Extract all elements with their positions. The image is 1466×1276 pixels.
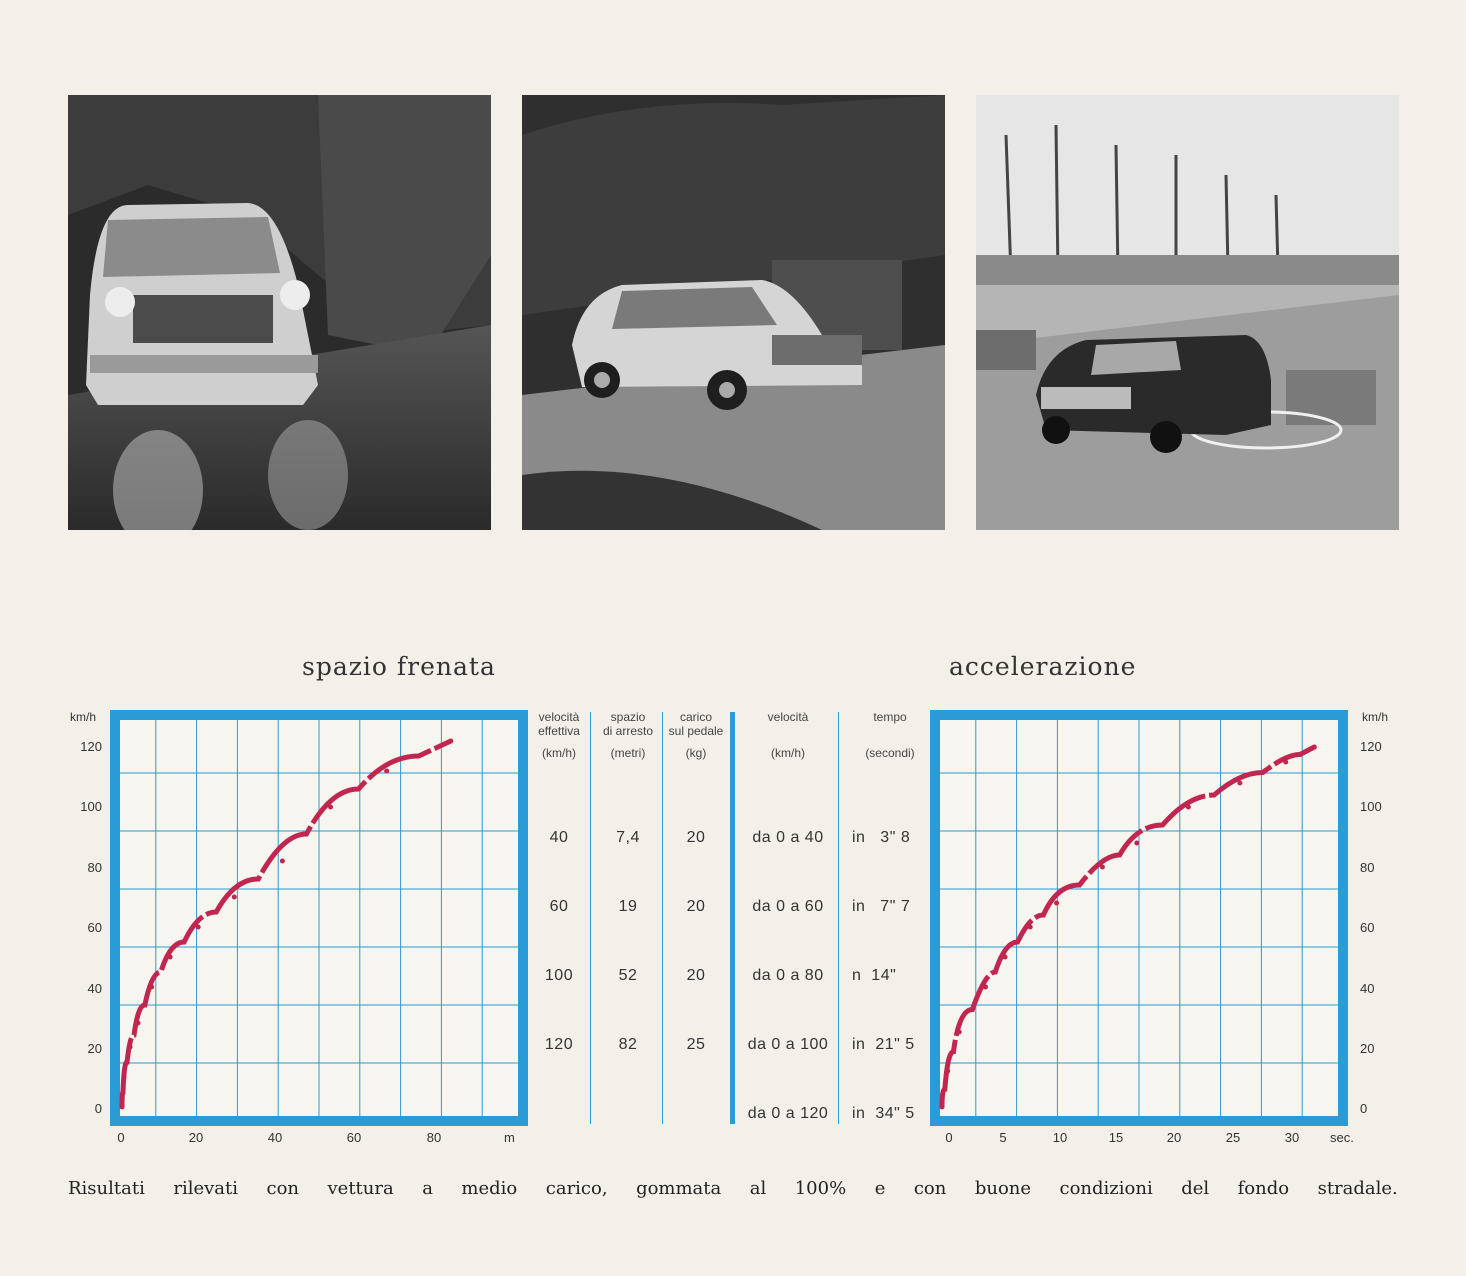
acceleration-chart-title: accelerazione [949, 652, 1137, 681]
left-y-tick: 120 [80, 739, 102, 754]
right-y-tick: 120 [1360, 739, 1382, 754]
left-y-tick: 20 [87, 1041, 102, 1056]
data-point [940, 1105, 945, 1110]
left-y-tick: 0 [94, 1101, 102, 1117]
right-x-tick: 25 [1225, 1130, 1241, 1145]
table-divider [662, 712, 663, 1124]
right-y-tick: 40 [1360, 980, 1375, 996]
data-point [384, 769, 389, 774]
footer-word: con [266, 1178, 300, 1199]
accel-table-time-cell: n 14" [852, 967, 897, 984]
data-point [1028, 925, 1033, 930]
braking-table-cell: 7,4 [616, 829, 640, 846]
footer-word: rilevati [173, 1178, 239, 1199]
footer-note [68, 1178, 1398, 1199]
data-point [128, 1045, 133, 1050]
right-x-unit: sec. [1330, 1130, 1354, 1145]
left-y-tick: 80 [87, 859, 102, 875]
footer-word: buone [974, 1178, 1032, 1199]
data-point [328, 805, 333, 810]
braking-table-header-speed [530, 710, 588, 738]
footer-word: e [874, 1178, 886, 1199]
accel-table-speed-cell: da 0 a 60 [752, 898, 824, 915]
braking-table-cell: 52 [618, 967, 638, 984]
accel-table-header-time: tempo [873, 710, 907, 724]
footer-word: medio [461, 1178, 518, 1199]
data-point [1003, 955, 1008, 960]
left-x-tick: 60 [346, 1130, 362, 1145]
right-x-tick: 15 [1108, 1130, 1124, 1145]
data-point [168, 955, 173, 960]
right-y-tick: 60 [1360, 920, 1375, 936]
accel-table-time-cell: in 34" 5 [852, 1105, 915, 1122]
braking-table-cell: 40 [549, 829, 569, 846]
footer-word: condizioni [1059, 1178, 1153, 1199]
footer-word: Risultati [68, 1178, 145, 1199]
accel-table-speed-cell: da 0 a 120 [747, 1105, 829, 1122]
right-y-unit: km/h [1362, 710, 1389, 724]
right-x-tick: 0 [945, 1130, 953, 1145]
accel-table-time-cell: in 3" 8 [852, 829, 911, 846]
data-point [1312, 745, 1317, 750]
braking-distance-chart [110, 710, 528, 1126]
braking-unit-speed: (km/h) [542, 746, 576, 760]
right-x-tick: 10 [1052, 1130, 1068, 1145]
acceleration-chart [930, 710, 1348, 1126]
left-y-tick: 40 [87, 980, 102, 996]
footer-word: 100% [794, 1178, 847, 1199]
accel-table-speed-cell: da 0 a 100 [747, 1036, 829, 1053]
header-line: effettiva [538, 724, 580, 738]
table-divider [590, 712, 591, 1124]
data-point [149, 985, 154, 990]
braking-table-cell: 82 [618, 1036, 638, 1053]
braking-table-header-distance [596, 710, 660, 738]
right-x-tick: 5 [999, 1130, 1007, 1145]
footer-word: stradale. [1317, 1178, 1398, 1199]
footer-word: al [749, 1178, 767, 1199]
data-point [957, 1030, 962, 1035]
data-point [1134, 841, 1139, 846]
data-point [136, 1021, 141, 1026]
data-point [983, 985, 988, 990]
braking-table-cell: 20 [686, 898, 706, 915]
braking-table-cell: 19 [618, 898, 638, 915]
data-point [122, 1075, 127, 1080]
accel-table-time-cell: in 7" 7 [852, 898, 911, 915]
data-point [1186, 805, 1191, 810]
footer-word: gommata [636, 1178, 722, 1199]
braking-table-header-pedal [664, 710, 728, 738]
accel-table-speed-cell: da 0 a 80 [752, 967, 824, 984]
right-y-tick: 80 [1360, 859, 1375, 875]
braking-table-cell: 25 [686, 1036, 706, 1053]
braking-table-cell: 20 [686, 829, 706, 846]
data-point [1283, 760, 1288, 765]
car-mountain-road-photo [68, 95, 491, 530]
braking-unit-pedal: (kg) [685, 746, 707, 760]
braking-table-cell: 120 [544, 1036, 574, 1053]
footer-word: vettura [327, 1178, 394, 1199]
table-divider-thick [730, 712, 735, 1124]
table-divider [838, 712, 839, 1124]
header-line: sul pedale [668, 724, 724, 738]
right-x-tick: 30 [1284, 1130, 1300, 1145]
left-x-unit: m [504, 1130, 515, 1145]
left-y-tick: 100 [80, 799, 102, 815]
left-x-tick: 40 [267, 1130, 283, 1145]
header-line: di arresto [602, 724, 654, 738]
footer-word: a [422, 1178, 433, 1199]
left-x-tick: 20 [188, 1130, 204, 1145]
braking-chart-title: spazio frenata [302, 652, 496, 681]
braking-table-cell: 100 [544, 967, 574, 984]
data-point [232, 895, 237, 900]
accel-table-header-speed: velocità [767, 710, 809, 724]
right-x-tick: 20 [1166, 1130, 1182, 1145]
header-line: velocità [538, 710, 580, 724]
accel-unit-time: (secondi) [865, 746, 915, 760]
footer-word: del [1181, 1178, 1210, 1199]
left-y-unit: km/h [70, 710, 97, 724]
data-point [196, 925, 201, 930]
braking-unit-distance: (metri) [610, 746, 646, 760]
footer-word: con [913, 1178, 947, 1199]
header-line: spazio [610, 710, 646, 724]
left-y-tick: 60 [87, 920, 102, 936]
accel-table-time-cell: in 21" 5 [852, 1036, 915, 1053]
data-point [1054, 901, 1059, 906]
header-line: carico [679, 710, 712, 724]
right-y-tick: 20 [1360, 1041, 1375, 1056]
car-braking-test-photo [522, 95, 945, 530]
right-y-tick: 100 [1360, 799, 1382, 815]
footer-word: carico, [545, 1178, 608, 1199]
data-point [1237, 781, 1242, 786]
braking-table-cell: 20 [686, 967, 706, 984]
accel-unit-speed: (km/h) [771, 746, 805, 760]
accel-table-speed-cell: da 0 a 40 [752, 829, 824, 846]
left-x-tick: 0 [117, 1130, 125, 1145]
left-x-tick: 80 [426, 1130, 442, 1145]
footer-word: fondo [1237, 1178, 1290, 1199]
data-point [1100, 865, 1105, 870]
data-point [448, 739, 453, 744]
car-cornering-photo [976, 95, 1399, 530]
right-y-tick: 0 [1360, 1101, 1368, 1117]
data-point [945, 1069, 950, 1074]
data-point [120, 1105, 125, 1110]
braking-table-cell: 60 [549, 898, 569, 915]
data-point [280, 859, 285, 864]
